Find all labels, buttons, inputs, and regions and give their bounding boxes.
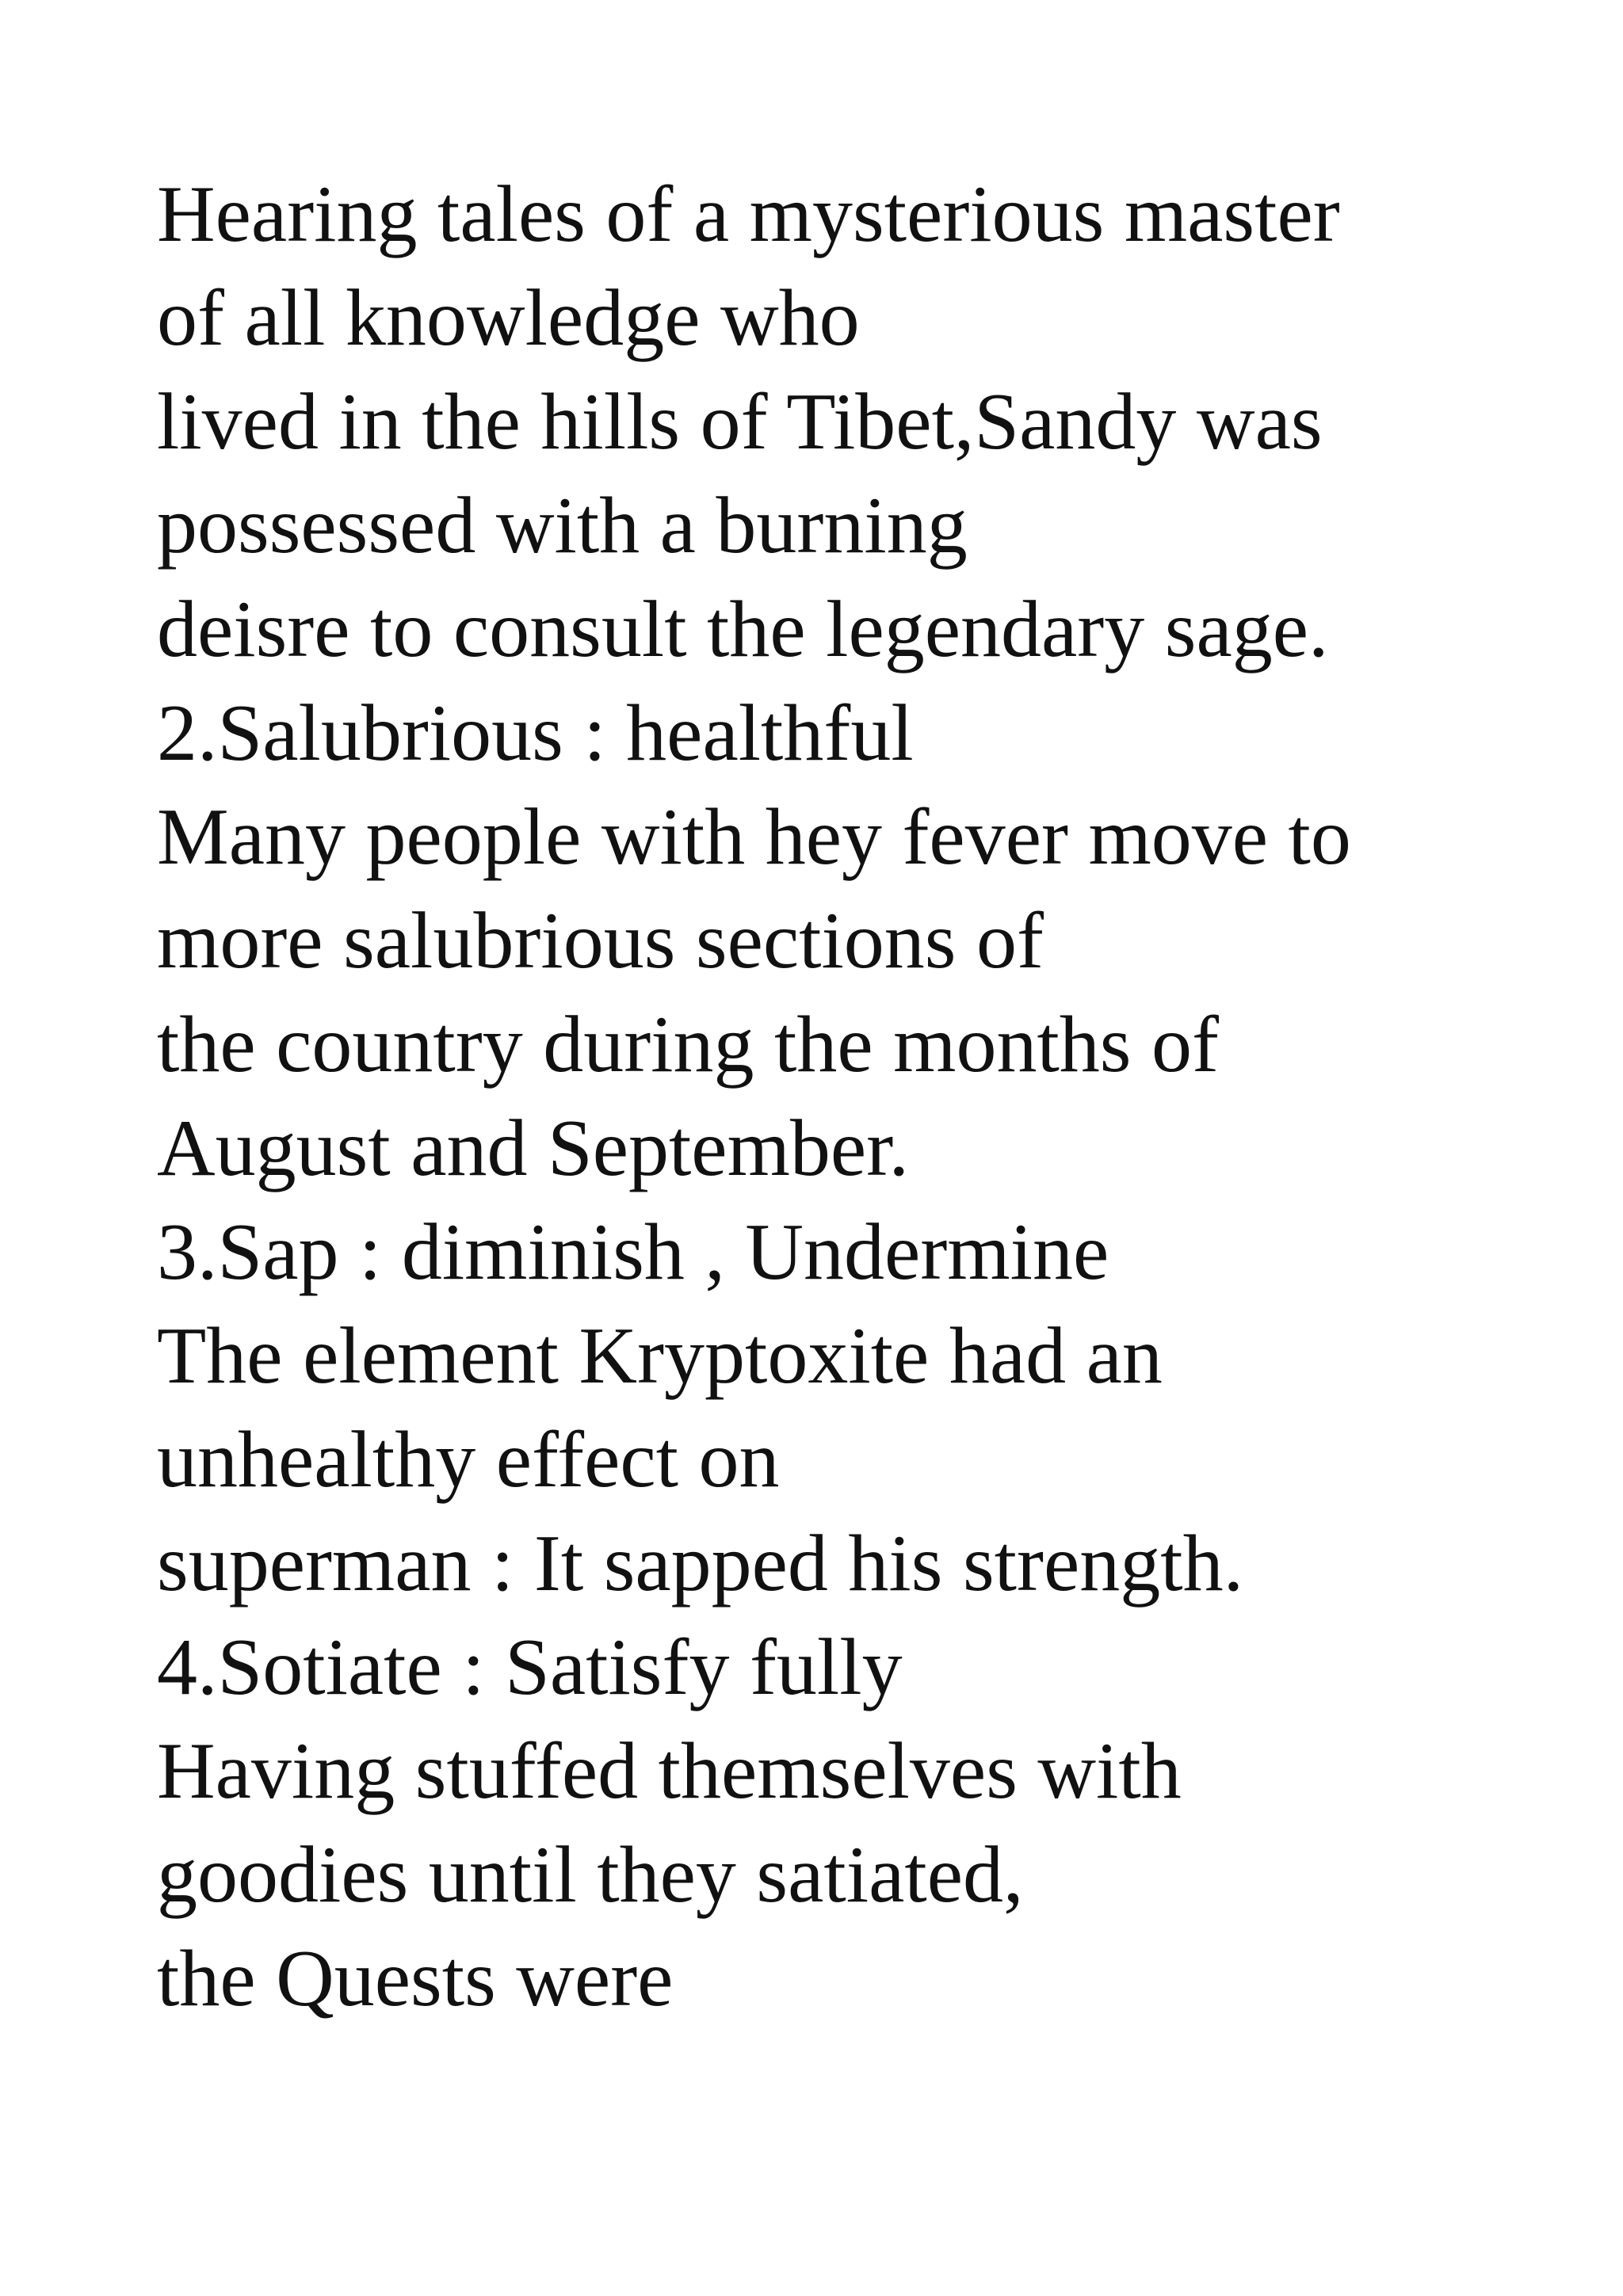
text-line: Hearing tales of a mysterious master: [157, 170, 1340, 259]
entry-heading: 4.Sotiate : Satisfy fully: [157, 1623, 903, 1712]
text-line: The element Kryptoxite had an: [157, 1311, 1163, 1401]
entry-heading: 3.Sap : diminish , Undermine: [157, 1207, 1109, 1297]
entry-heading: 2.Salubrious : healthful: [157, 688, 914, 778]
text-line: of all knowledge who: [157, 273, 860, 363]
text-line: deisre to consult the legendary sage.: [157, 585, 1329, 674]
text-line: more salubrious sections of: [157, 896, 1044, 986]
text-line: Having stuffed themselves with: [157, 1726, 1182, 1816]
text-line: superman : It sapped his strength.: [157, 1519, 1244, 1608]
text-line: unhealthy effect on: [157, 1415, 780, 1505]
text-line: lived in the hills of Tibet,Sandy was: [157, 377, 1323, 467]
document-text: [157, 162, 1583, 2031]
text-line: goodies until they satiated,: [157, 1830, 1024, 1920]
text-line: Many people with hey fever move to: [157, 792, 1351, 882]
text-line: August and September.: [157, 1104, 910, 1193]
text-line: possessed with a burning: [157, 481, 968, 570]
text-line: the country during the months of: [157, 1000, 1219, 1089]
text-line: the Quests were: [157, 1934, 674, 2023]
